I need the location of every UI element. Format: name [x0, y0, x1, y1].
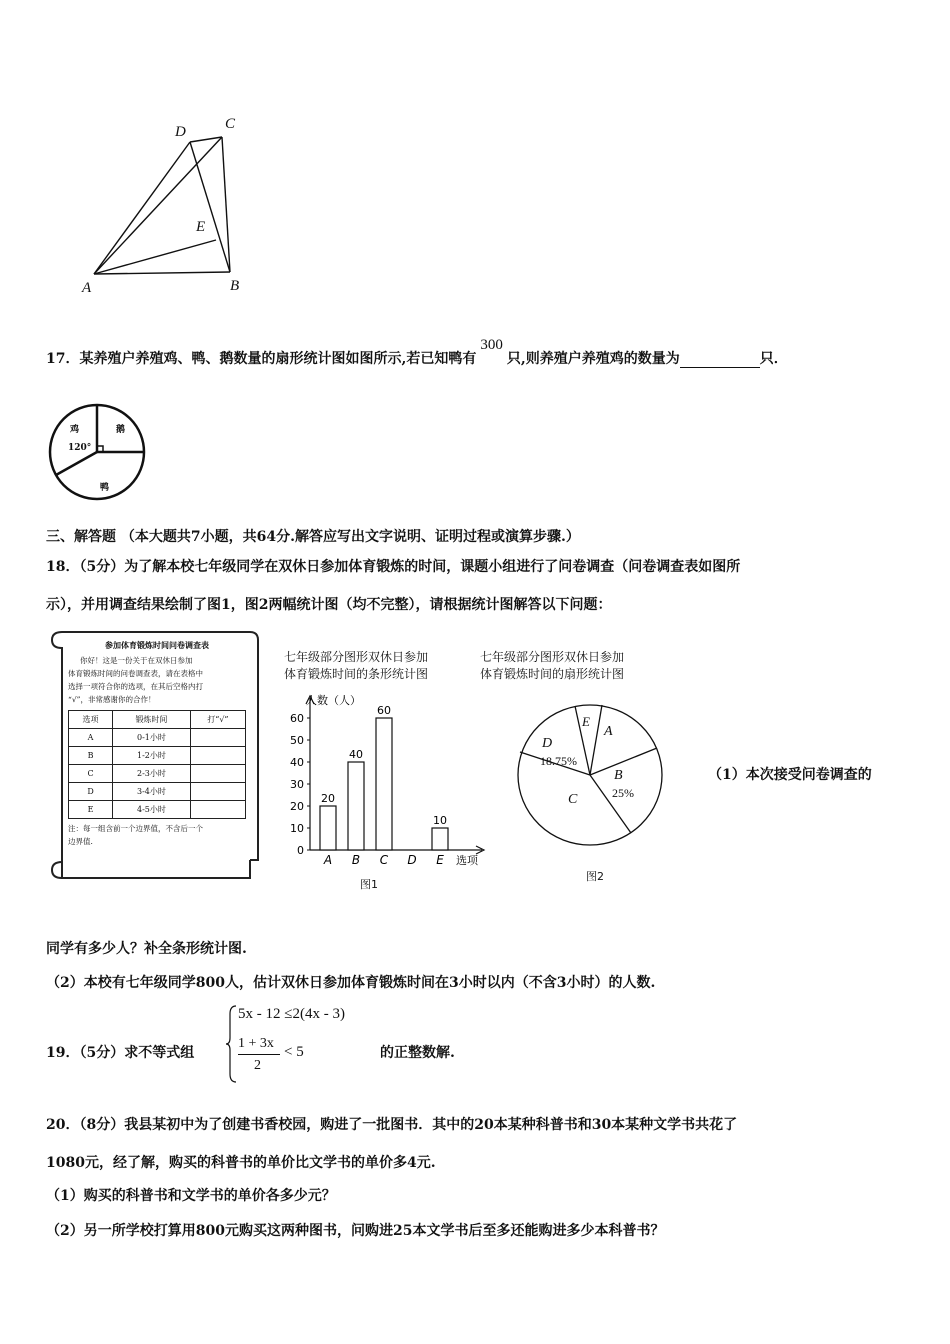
y-tick-label: 0 — [297, 844, 304, 857]
x-axis-label: 选项 — [456, 854, 478, 867]
vertex-label-a: A — [82, 280, 92, 296]
inequality-system — [226, 1004, 376, 1084]
y-tick-label: 50 — [290, 734, 304, 747]
x-tick-label-B: B — [351, 853, 361, 867]
bar-chart-title-line1: 七年级部分图形双休日参加 — [284, 650, 429, 664]
vertex-label-c: C — [225, 116, 236, 132]
x-tick-label-C: C — [379, 853, 389, 867]
survey-sheet: 参加体育锻炼时间问卷调查表 你好！这是一份关于在双休日参加 体育锻炼时间的问卷调查表，请在表格中 选择一项符合你的选项，在其后空格内打 “√”，非常感谢你的合作！ 选项 锻炼时间 打“√” A 0-1小时 B 1-2小时 C 2-3小时 D 3-4小时 E 4-5小时 注：每一组含前一个边界值，不含后一个 边界值. — [44, 628, 260, 886]
check-cell[interactable] — [190, 765, 245, 783]
pie-label-d: D — [542, 736, 553, 751]
check-cell[interactable] — [190, 747, 245, 765]
question-20-part1: （1）购买的科普书和文学书的单价各多少元？ — [46, 1188, 336, 1204]
question-18-part1-start: （1）本次接受问卷调查的 — [708, 767, 872, 783]
bar-chart-caption: 图1 — [360, 878, 378, 891]
question-18-part2: （2）本校有七年级同学800人，估计双休日参加体育锻炼时间在3小时以内（不含3小时）的人数. — [46, 975, 656, 991]
pie-label-chicken: 鸡 — [70, 425, 80, 435]
number-300: 300 — [480, 337, 503, 353]
question-18-line2: 示），并用调查结果绘制了图1，图2两幅统计图（均不完整），请根据统计图解答以下问题： — [46, 597, 612, 613]
inequality-2-denominator: 2 — [254, 1058, 261, 1073]
bar-value-label-C: 60 — [377, 704, 391, 717]
table-row: D 3-4小时 — [69, 783, 246, 801]
poultry-pie-chart — [44, 402, 150, 508]
question-19-prefix: 19．（5分）求不等式组 — [46, 1045, 195, 1061]
triangle-figure — [78, 112, 258, 302]
pie-chart-caption: 图2 — [586, 870, 604, 883]
question-20-line2: 1080元，经了解，购买的科普书的单价比文学书的单价多4元. — [46, 1155, 436, 1171]
pie-label-duck: 鸭 — [100, 483, 110, 493]
pie-chart-title-line1: 七年级部分图形双休日参加 — [480, 650, 625, 664]
pie-label-b: B — [614, 768, 623, 783]
question-19-suffix: 的正整数解. — [380, 1045, 455, 1061]
check-cell[interactable] — [190, 801, 245, 819]
bar-chart-title-line2: 体育锻炼时间的条形统计图 — [284, 667, 429, 681]
bar-A — [320, 806, 336, 850]
survey-title: 参加体育锻炼时间问卷调查表 — [105, 640, 209, 650]
bar-value-label-B: 40 — [349, 748, 363, 761]
bar-value-label-E: 10 — [433, 814, 447, 827]
pie-label-c: C — [568, 792, 578, 807]
y-tick-label: 10 — [290, 822, 304, 835]
inequality-2-numerator: 1 + 3x — [238, 1036, 274, 1051]
pie-label-angle: 120° — [68, 443, 92, 453]
section-3-title: 三、解答题 （本大题共7小题，共64分.解答应写出文字说明、证明过程或演算步骤.） — [46, 529, 580, 545]
table-row: B 1-2小时 — [69, 747, 246, 765]
check-cell[interactable] — [190, 729, 245, 747]
y-tick-label: 40 — [290, 756, 304, 769]
x-tick-label-D: D — [407, 853, 417, 867]
vertex-label-e: E — [196, 219, 206, 235]
x-tick-label-A: A — [323, 853, 333, 867]
question-20-part2: （2）另一所学校打算用800元购买这两种图书，问购进25本文学书后至多还能购进多少本科普书？ — [46, 1223, 665, 1239]
pie-label-b-percent: 25% — [612, 786, 634, 800]
y-axis-label: 人数（人） — [306, 694, 361, 707]
pie-label-goose: 鹅 — [116, 425, 126, 435]
y-tick-label: 20 — [290, 800, 304, 813]
pie-label-d-percent: 18.75% — [540, 754, 577, 768]
bar-E — [432, 828, 448, 850]
check-cell[interactable] — [190, 783, 245, 801]
pie-chart-title-line2: 体育锻炼时间的扇形统计图 — [480, 667, 625, 681]
inequality-2-rhs: < 5 — [284, 1044, 304, 1060]
question-18-line1: 18．（5分）为了解本校七年级同学在双休日参加体育锻炼的时间，课题小组进行了问卷调查（问卷调查表如图所 — [46, 559, 741, 575]
bar-C — [376, 718, 392, 850]
survey-table: 选项 锻炼时间 打“√” A 0-1小时 B 1-2小时 C 2-3小时 D 3-4小时 E 4-5小时 — [68, 710, 246, 819]
vertex-label-d: D — [175, 124, 186, 140]
question-20-line1: 20．（8分）我县某初中为了创建书香校园，购进了一批图书．其中的20本某种科普书和30本某种文学书共花了 — [46, 1117, 738, 1133]
bar-value-label-A: 20 — [321, 792, 335, 805]
question-18-part1-end: 同学有多少人？补全条形统计图. — [46, 941, 247, 957]
pie-label-a: A — [604, 724, 613, 739]
table-row: A 0-1小时 — [69, 729, 246, 747]
table-row: C 2-3小时 — [69, 765, 246, 783]
bar-chart-svg — [276, 686, 496, 896]
question-17: 17．某养殖户养殖鸡、鸭、鹅数量的扇形统计图如图所示,若已知鸭有300只,则养殖户养殖鸡的数量为 只． — [46, 337, 788, 367]
pie-label-e: E — [582, 714, 590, 729]
x-tick-label-E: E — [436, 853, 444, 867]
bar-B — [348, 762, 364, 850]
y-tick-label: 60 — [290, 712, 304, 725]
table-row: E 4-5小时 — [69, 801, 246, 819]
answer-blank[interactable] — [680, 353, 760, 368]
inequality-1: 5x - 12 ≤2(4x - 3) — [238, 1006, 345, 1022]
pie-chart-svg — [476, 690, 666, 850]
pie-chart-figure-2 — [476, 648, 666, 888]
y-tick-label: 30 — [290, 778, 304, 791]
bar-chart-figure-1 — [276, 648, 496, 896]
vertex-label-b: B — [230, 278, 240, 294]
